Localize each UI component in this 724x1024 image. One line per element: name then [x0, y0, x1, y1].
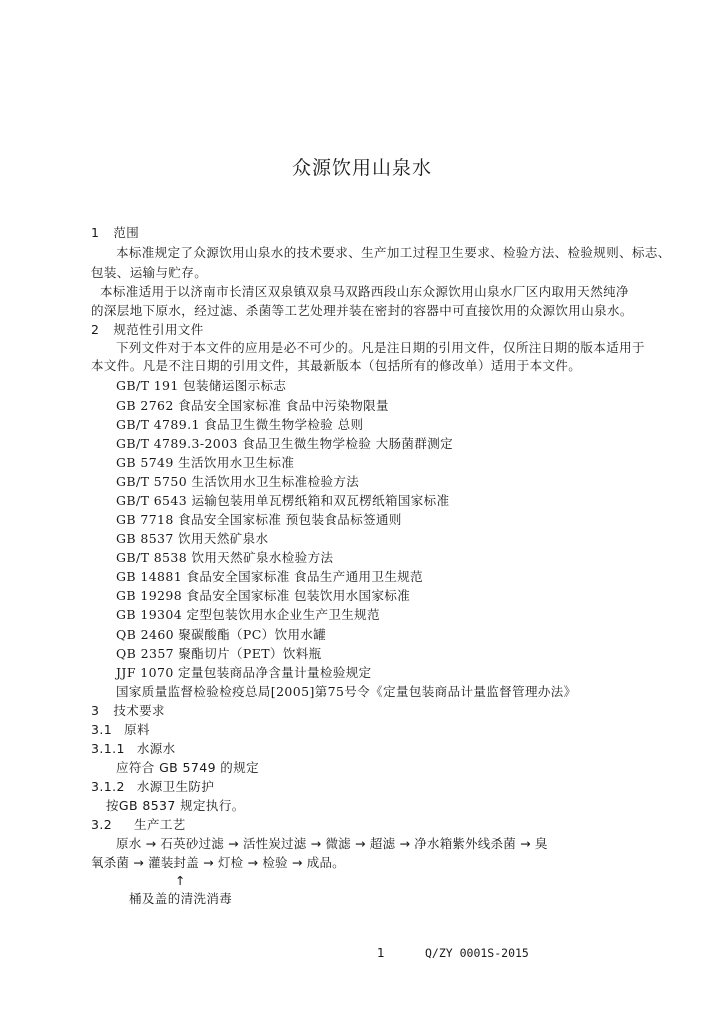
subsection-title: 生产工艺 [134, 817, 186, 832]
subsection-number: 3.1 [91, 722, 113, 737]
section-title: 技术要求 [113, 703, 165, 718]
section-1-heading [91, 225, 139, 241]
reference-item: GB 5749 生活饮用水卫生标准 [116, 455, 295, 470]
subsection-title: 原料 [124, 722, 150, 737]
section-2-heading [91, 322, 204, 338]
subsection-number: 3.2 [91, 817, 113, 832]
up-arrow-icon: ↑ [175, 873, 186, 888]
subsection-3-1-1-heading [91, 741, 176, 757]
subsection-3-1-heading [91, 722, 150, 738]
subsection-number: 3.1.1 [91, 741, 125, 756]
reference-item: GB/T 6543 运输包装用单瓦楞纸箱和双瓦楞纸箱国家标准 [116, 493, 450, 508]
paragraph-line: 下列文件对于本文件的应用是必不可少的。凡是注日期的引用文件，仅所注日期的版本适用于 [116, 340, 645, 355]
paragraph-line: 本标准规定了众源饮用山泉水的技术要求、生产加工过程卫生要求、检验方法、检验规则、标志、 [116, 245, 671, 260]
reference-item: JJF 1070 定量包装商品净含量计量检验规定 [116, 665, 372, 680]
reference-item: GB/T 191 包装储运图示标志 [116, 378, 287, 393]
section-number: 1 [91, 225, 100, 240]
reference-item: GB 19298 食品安全国家标准 包装饮用水国家标准 [116, 588, 411, 603]
subsection-title: 水源水 [136, 741, 176, 756]
subsection-3-2-heading [91, 817, 186, 833]
paragraph-line: 本标准适用于以济南市长清区双泉镇双泉马双路西段山东众源饮用山泉水厂区内取用天然纯净 [100, 284, 629, 299]
paragraph-line: 的深层地下原水，经过滤、杀菌等工艺处理并装在密封的容器中可直接饮用的众源饮用山泉水。 [91, 303, 633, 318]
reference-item: GB 19304 定型包装饮用水企业生产卫生规范 [116, 607, 380, 622]
document-title: 众源饮用山泉水 [291, 157, 432, 179]
section-number: 3 [91, 703, 100, 718]
process-flow-line: 原水 → 石英砂过滤 → 活性炭过滤 → 微滤 → 超滤 → 净水箱紫外线杀菌 → 臭 [116, 836, 548, 851]
reference-item: GB 14881 食品安全国家标准 食品生产通用卫生规范 [116, 569, 424, 584]
process-flow-note: 桶及盖的清洗消毒 [129, 891, 233, 906]
reference-item: GB/T 4789.1 食品卫生微生物学检验 总则 [116, 417, 364, 432]
section-number: 2 [91, 322, 100, 337]
reference-item: GB/T 5750 生活饮用水卫生标准检验方法 [116, 474, 360, 489]
subsection-3-1-2-heading [91, 779, 214, 795]
section-title: 规范性引用文件 [113, 322, 204, 337]
process-flow-line: 氧杀菌 → 灌装封盖 → 灯检 → 检验 → 成品。 [91, 855, 345, 870]
paragraph-line: 按GB 8537 规定执行。 [106, 798, 245, 813]
paragraph-line: 本文件。凡是不注日期的引用文件，其最新版本（包括所有的修改单）适用于本文件。 [91, 358, 582, 373]
reference-item: GB/T 4789.3-2003 食品卫生微生物学检验 大肠菌群测定 [116, 436, 454, 451]
paragraph-line: 应符合 GB 5749 的规定 [116, 760, 259, 775]
standard-code: Q/ZY 0001S-2015 [425, 946, 529, 960]
reference-item: 国家质量监督检验检疫总局[2005]第75号令《定量包装商品计量监督管理办法》 [116, 684, 577, 699]
paragraph-line: 包装、运输与贮存。 [91, 265, 208, 280]
reference-item: GB/T 8538 饮用天然矿泉水检验方法 [116, 550, 334, 565]
section-title: 范围 [113, 225, 140, 240]
section-3-heading [91, 703, 165, 719]
reference-item: GB 7718 食品安全国家标准 预包装食品标签通则 [116, 512, 402, 527]
subsection-title: 水源卫生防护 [136, 779, 215, 794]
page-number: 1 [377, 946, 385, 960]
reference-item: QB 2357 聚酯切片（PET）饮料瓶 [116, 646, 322, 661]
subsection-number: 3.1.2 [91, 779, 125, 794]
reference-item: GB 8537 饮用天然矿泉水 [116, 531, 269, 546]
reference-item: QB 2460 聚碳酸酯（PC）饮用水罐 [116, 627, 327, 642]
reference-item: GB 2762 食品安全国家标准 食品中污染物限量 [116, 398, 389, 413]
